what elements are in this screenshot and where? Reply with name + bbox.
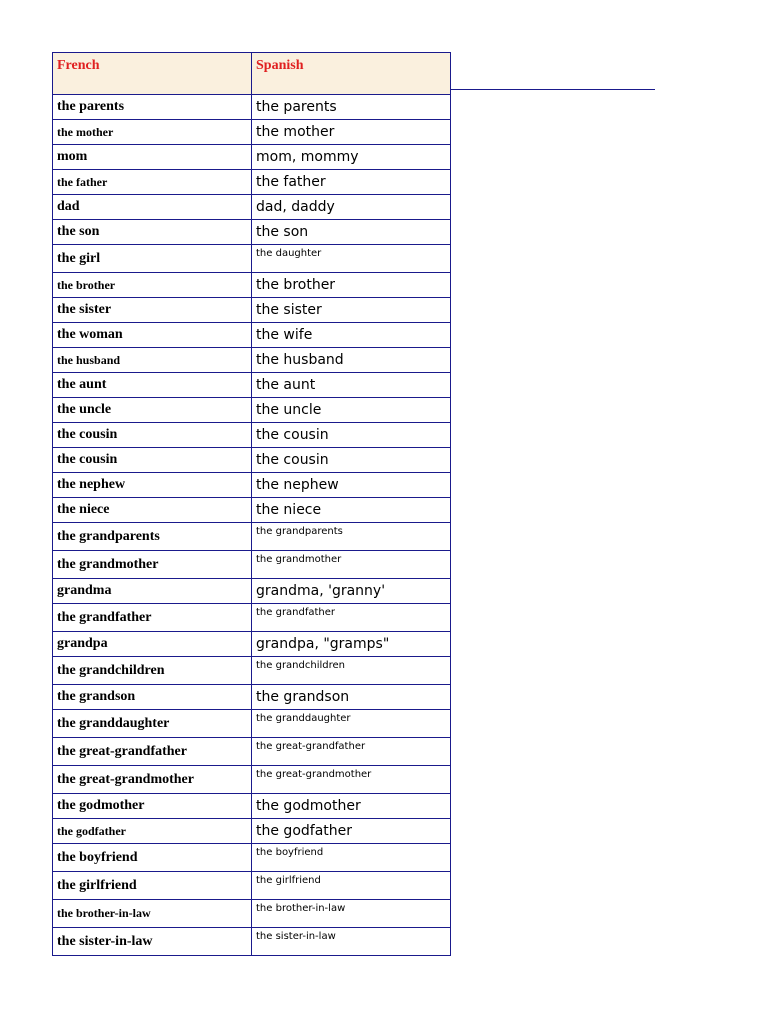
table-row — [53, 298, 451, 323]
table-row — [53, 448, 451, 473]
french-term: the father — [53, 170, 252, 195]
spanish-term: the mother — [252, 120, 451, 145]
table-row — [53, 220, 451, 245]
french-term: the uncle — [53, 398, 252, 423]
spanish-term: the sister — [252, 298, 451, 323]
french-term: the girlfriend — [53, 872, 252, 900]
spanish-term: the cousin — [252, 423, 451, 448]
table-row — [53, 551, 451, 579]
french-term: the mother — [53, 120, 252, 145]
french-term: the girl — [53, 245, 252, 273]
table-row — [53, 604, 451, 632]
french-term: the son — [53, 220, 252, 245]
spanish-term: mom, mommy — [252, 145, 451, 170]
french-term: the godmother — [53, 794, 252, 819]
table-row — [53, 423, 451, 448]
table-row — [53, 844, 451, 872]
table-row — [53, 120, 451, 145]
spanish-term: the sister-in-law — [252, 928, 451, 956]
french-term: the cousin — [53, 423, 252, 448]
spanish-term: the girlfriend — [252, 872, 451, 900]
french-term: the grandparents — [53, 523, 252, 551]
spanish-term: the uncle — [252, 398, 451, 423]
french-term: the granddaughter — [53, 710, 252, 738]
table-row — [53, 900, 451, 928]
table-row — [53, 819, 451, 844]
spanish-term: the father — [252, 170, 451, 195]
vocabulary-table-body — [53, 53, 451, 956]
french-term: the great-grandfather — [53, 738, 252, 766]
table-row — [53, 170, 451, 195]
spanish-term: the great-grandmother — [252, 766, 451, 794]
french-term: grandpa — [53, 632, 252, 657]
french-term: the boyfriend — [53, 844, 252, 872]
spanish-term: the boyfriend — [252, 844, 451, 872]
french-term: the aunt — [53, 373, 252, 398]
spanish-term: the grandparents — [252, 523, 451, 551]
spanish-term: the great-grandfather — [252, 738, 451, 766]
table-row — [53, 523, 451, 551]
table-row — [53, 473, 451, 498]
table-row — [53, 398, 451, 423]
french-term: the grandchildren — [53, 657, 252, 685]
french-term: the brother-in-law — [53, 900, 252, 928]
table-row — [53, 579, 451, 604]
header-french: French — [53, 53, 252, 95]
spanish-term: grandma, 'granny' — [252, 579, 451, 604]
french-term: grandma — [53, 579, 252, 604]
spanish-term: the grandfather — [252, 604, 451, 632]
table-row — [53, 498, 451, 523]
french-term: the grandmother — [53, 551, 252, 579]
french-term: the woman — [53, 323, 252, 348]
french-term: the sister-in-law — [53, 928, 252, 956]
spanish-term: the brother — [252, 273, 451, 298]
spanish-term: the godmother — [252, 794, 451, 819]
header-extension-rule — [450, 89, 655, 90]
spanish-term: the granddaughter — [252, 710, 451, 738]
table-row — [53, 373, 451, 398]
spanish-term: the daughter — [252, 245, 451, 273]
table-row — [53, 348, 451, 373]
spanish-term: the nephew — [252, 473, 451, 498]
french-term: the godfather — [53, 819, 252, 844]
vocabulary-table — [52, 52, 451, 956]
table-row — [53, 710, 451, 738]
spanish-term: the parents — [252, 95, 451, 120]
table-row — [53, 323, 451, 348]
french-term: the brother — [53, 273, 252, 298]
french-term: mom — [53, 145, 252, 170]
spanish-term: dad, daddy — [252, 195, 451, 220]
french-term: the parents — [53, 95, 252, 120]
french-term: the sister — [53, 298, 252, 323]
spanish-term: the aunt — [252, 373, 451, 398]
french-term: the great-grandmother — [53, 766, 252, 794]
table-row — [53, 794, 451, 819]
table-row — [53, 145, 451, 170]
spanish-term: grandpa, "gramps" — [252, 632, 451, 657]
french-term: the grandson — [53, 685, 252, 710]
header-spanish: Spanish — [252, 53, 451, 95]
spanish-term: the brother-in-law — [252, 900, 451, 928]
spanish-term: the son — [252, 220, 451, 245]
french-term: the husband — [53, 348, 252, 373]
spanish-term: the niece — [252, 498, 451, 523]
table-row — [53, 685, 451, 710]
table-row — [53, 872, 451, 900]
table-header-row — [53, 53, 451, 95]
french-term: the grandfather — [53, 604, 252, 632]
table-row — [53, 766, 451, 794]
french-term: the nephew — [53, 473, 252, 498]
table-row — [53, 245, 451, 273]
spanish-term: the wife — [252, 323, 451, 348]
table-row — [53, 632, 451, 657]
french-term: dad — [53, 195, 252, 220]
table-row — [53, 928, 451, 956]
french-term: the cousin — [53, 448, 252, 473]
spanish-term: the grandchildren — [252, 657, 451, 685]
table-row — [53, 738, 451, 766]
table-row — [53, 195, 451, 220]
table-row — [53, 657, 451, 685]
table-row — [53, 273, 451, 298]
spanish-term: the cousin — [252, 448, 451, 473]
french-term: the niece — [53, 498, 252, 523]
spanish-term: the grandmother — [252, 551, 451, 579]
table-row — [53, 95, 451, 120]
spanish-term: the husband — [252, 348, 451, 373]
spanish-term: the godfather — [252, 819, 451, 844]
spanish-term: the grandson — [252, 685, 451, 710]
